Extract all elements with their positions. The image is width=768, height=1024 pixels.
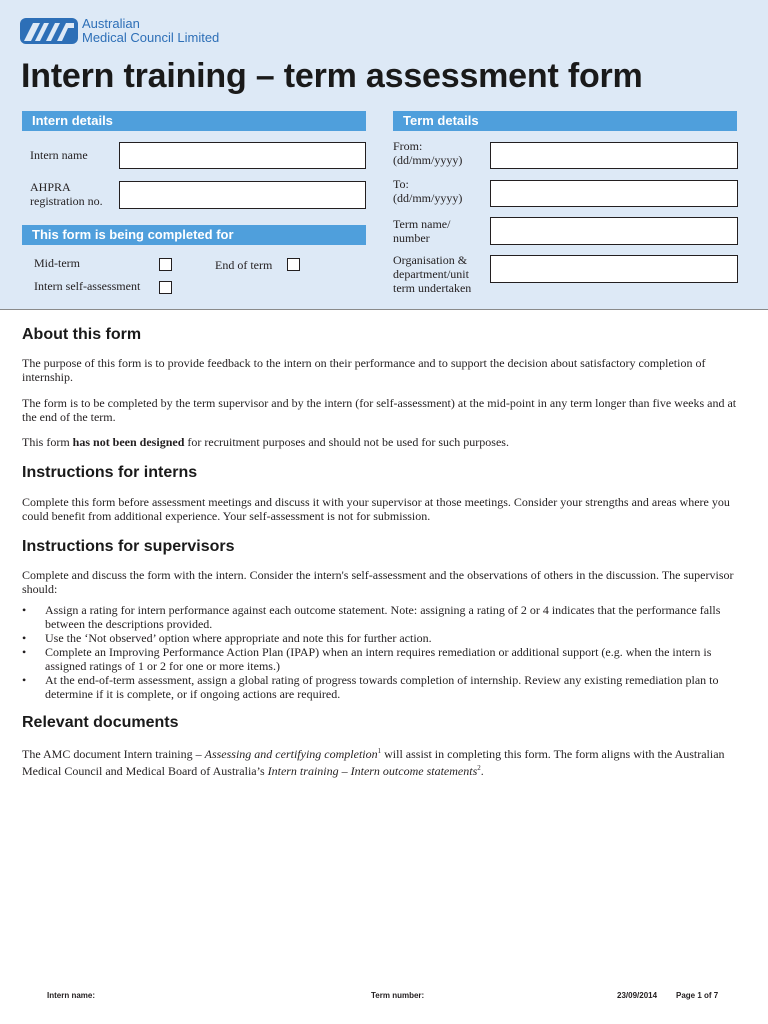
interns-paragraph: Complete this form before assessment meetings and discuss it with your supervisor at those meetings. Consider your strengths and areas where you could benefit from additional experience. Your self-assessment is not for submission. <box>22 495 730 523</box>
ahpra-field[interactable] <box>119 181 366 209</box>
supervisors-heading: Instructions for supervisors <box>22 538 235 555</box>
self-assessment-label: Intern self-assessment <box>34 279 141 293</box>
brand-name: Australian Medical Council Limited <box>82 16 220 45</box>
term-name-field[interactable] <box>490 217 738 245</box>
supervisors-paragraph: Complete and discuss the form with the intern. Consider the intern's self-assessment and the observations of others in the discussion. The supervisor should: <box>22 568 734 596</box>
footer-page-number: Page 1 of 7 <box>676 991 719 1000</box>
list-item: • Complete an Improving Performance Action Plan (IPAP) when an intern requires remediation or additional support (e.g. when the intern is assigned ratings of 1 or 2 for one or more items.) <box>22 645 747 673</box>
relevant-documents-paragraph: The AMC document Intern training – Assessing and certifying completion$^1$ will assist in completing this form. The form aligns with the Australian Medical Council and Medical Board of Australia’s Intern training – Intern outcome statements$^2$. <box>22 747 725 778</box>
footer-date: 23/09/2014 <box>617 991 658 1000</box>
self-assessment-checkbox[interactable] <box>159 281 172 294</box>
end-of-term-checkbox[interactable] <box>287 258 300 271</box>
about-paragraph-2: The form is to be completed by the term supervisor and by the intern (for self-assessment) at the mid-point in any term longer than five weeks and at the end of the term. <box>22 396 737 424</box>
about-paragraph-1: The purpose of this form is to provide feedback to the intern on their performance and to support the decision about satisfactory completion of internship. <box>22 356 706 384</box>
ahpra-label: AHPRA registration no. <box>30 180 103 208</box>
completed-for-heading: This form is being completed for <box>22 225 366 245</box>
supervisor-instructions-list <box>22 603 747 701</box>
from-date-field[interactable] <box>490 142 738 169</box>
organisation-field[interactable] <box>490 255 738 283</box>
mid-term-checkbox[interactable] <box>159 258 172 271</box>
page-title: Intern training – term assessment form <box>21 57 643 95</box>
about-paragraph-3: This form has not been designed for recruitment purposes and should not be used for such purposes. <box>22 435 509 449</box>
list-item: • Assign a rating for intern performance against each outcome statement. Note: assigning a rating of 2 or 4 indicates that the performance falls between the descriptions provided. <box>22 603 747 631</box>
intern-name-field[interactable] <box>119 142 366 169</box>
to-date-field[interactable] <box>490 180 738 207</box>
relevant-documents-heading: Relevant documents <box>22 714 179 731</box>
list-item: • At the end-of-term assessment, assign a global rating of progress towards completion of internship. Review any existing remediation plan to determine if it is complete, or if ongoing actions are required. <box>22 673 747 701</box>
header-band <box>0 0 768 310</box>
term-details-heading: Term details <box>393 111 737 131</box>
mid-term-label: Mid-term <box>34 256 80 270</box>
list-item: • Use the ‘Not observed’ option where appropriate and note this for further action. <box>22 631 747 645</box>
to-label: To: (dd/mm/yyyy) <box>393 177 463 205</box>
intern-name-label: Intern name <box>30 148 88 162</box>
from-label: From: (dd/mm/yyyy) <box>393 139 463 167</box>
interns-heading: Instructions for interns <box>22 464 198 481</box>
about-heading: About this form <box>22 326 142 343</box>
organisation-label: Organisation & department/unit term undertaken <box>393 253 472 295</box>
footer-intern-name: Intern name: <box>47 991 96 1000</box>
term-name-label: Term name/ number <box>393 217 451 245</box>
footer-term-number: Term number: <box>371 991 425 1000</box>
intern-details-heading: Intern details <box>22 111 366 131</box>
end-of-term-label: End of term <box>215 258 273 272</box>
amc-logo-icon <box>20 18 78 44</box>
